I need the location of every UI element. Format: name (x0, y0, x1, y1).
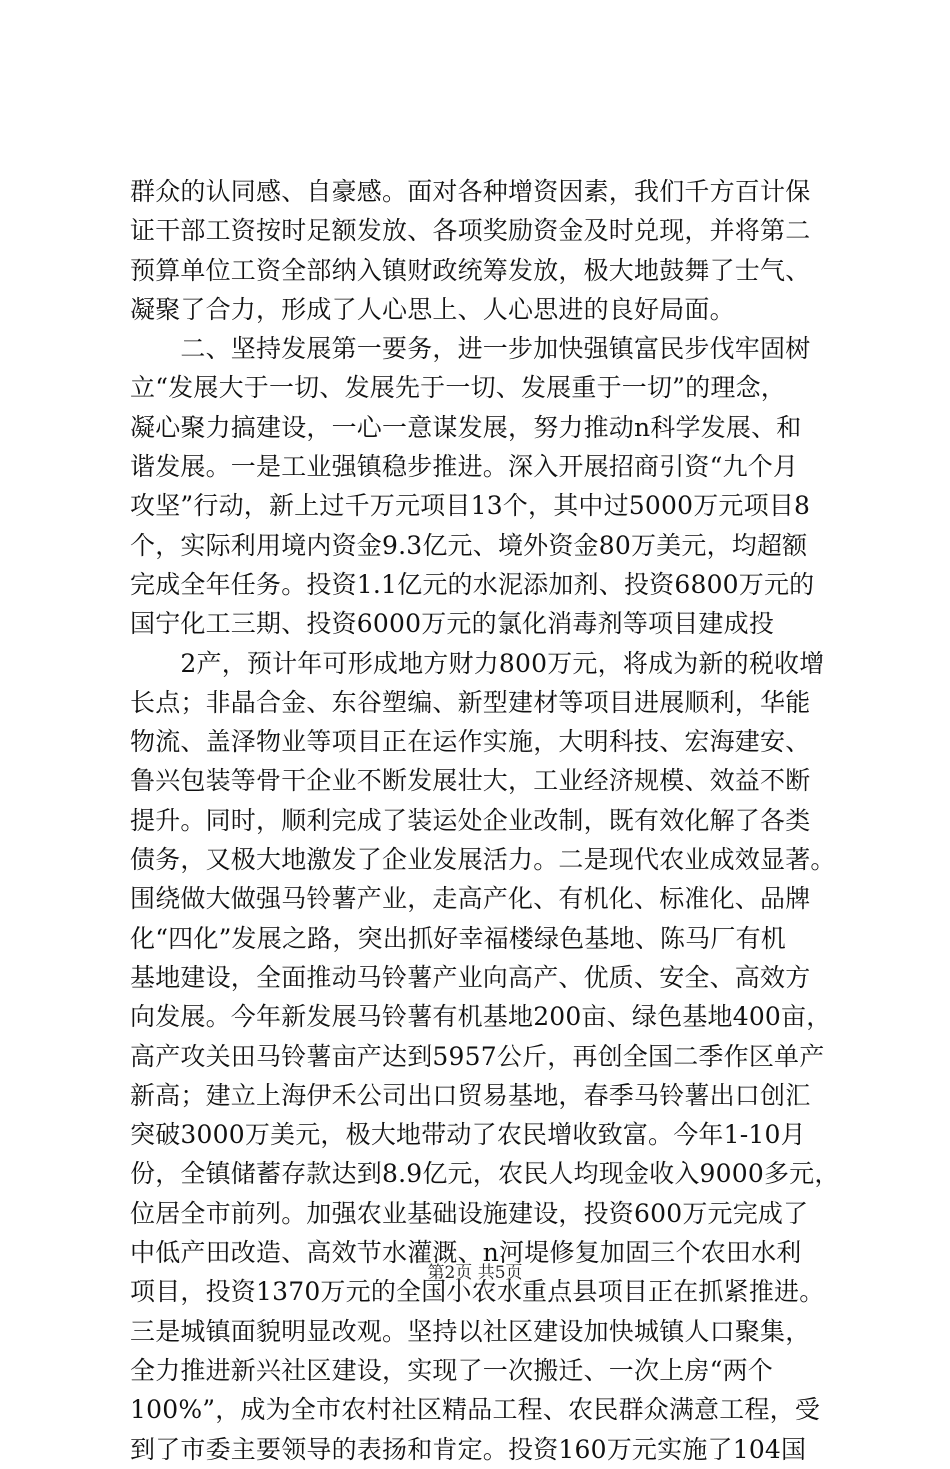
text-line: 谐发展。一是工业强镇稳步推进。深入开展招商引资“九个月 (130, 452, 799, 482)
text-line: 份，全镇储蓄存款达到8.9亿元，农民人均现金收入9000多元， (130, 1159, 840, 1189)
text-line: 新高；建立上海伊禾公司出口贸易基地，春季马铃薯出口创汇 (130, 1080, 811, 1110)
text-line: 物流、盖泽物业等项目正在运作实施，大明科技、宏海建安、 (130, 727, 811, 757)
text-line: 高产攻关田马铃薯亩产达到5957公斤，再创全国二季作区单产 (130, 1041, 825, 1071)
text-line: 个，实际利用境内资金9.3亿元、境外资金80万美元，均超额 (130, 530, 808, 560)
text-line: 基地建设，全面推动马铃薯产业向高产、优质、安全、高效方 (130, 962, 811, 992)
text-line: 突破3000万美元，极大地带动了农民增收致富。今年1-10月 (130, 1120, 806, 1150)
text-line: 围绕做大做强马铃薯产业，走高产化、有机化、标准化、品牌 (130, 884, 811, 914)
text-line: 全力推进新兴社区建设，实现了一次搬迁、一次上房“两个 (130, 1355, 773, 1385)
text-line: 凝聚了合力，形成了人心思上、人心思进的良好局面。 (130, 294, 735, 324)
text-line: 完成全年任务。投资1.1亿元的水泥添加剂、投资6800万元的 (130, 569, 815, 599)
text-line: 项目，投资1370万元的全国小农水重点县项目正在抓紧推进。 (130, 1277, 825, 1307)
text-line: 二、坚持发展第一要务，进一步加快强镇富民步伐牢固树 (130, 334, 811, 364)
text-line: 位居全市前列。加强农业基础设施建设，投资600万元完成了 (130, 1198, 809, 1228)
text-line: 2产，预计年可形成地方财力800万元，将成为新的税收增 (130, 648, 825, 678)
text-line: 债务，又极大地激发了企业发展活力。二是现代农业成效显著。 (130, 845, 836, 875)
text-line: 预算单位工资全部纳入镇财政统筹发放，极大地鼓舞了士气、 (130, 255, 811, 285)
text-line: 提升。同时，顺利完成了装运处企业改制，既有效化解了各类 (130, 805, 811, 835)
text-line: 化“四化”发展之路，突出抓好幸福楼绿色基地、陈马厂有机 (130, 923, 786, 953)
page-footer (0, 1262, 950, 1284)
text-line: 100%”，成为全市农村社区精品工程、农民群众满意工程，受 (130, 1395, 821, 1425)
text-line: 长点；非晶合金、东谷塑编、新型建材等项目进展顺利，华能 (130, 687, 811, 717)
text-line: 证干部工资按时足额发放、各项奖励资金及时兑现，并将第二 (130, 216, 811, 246)
page-total: 共5页 (477, 1263, 523, 1283)
text-line: 三是城镇面貌明显改观。坚持以社区建设加快城镇人口聚集， (130, 1316, 811, 1346)
text-line: 立“发展大于一切、发展先于一切、发展重于一切”的理念， (130, 373, 786, 403)
text-line: 国宁化工三期、投资6000万元的氯化消毒剂等项目建成投 (130, 609, 775, 639)
text-line: 鲁兴包装等骨干企业不断发展壮大，工业经济规模、效益不断 (130, 766, 811, 796)
text-line: 到了市委主要领导的表扬和肯定。投资160万元实施了104国 (130, 1434, 807, 1464)
text-line: 凝心聚力搞建设，一心一意谋发展，努力推动n科学发展、和 (130, 412, 802, 442)
text-line: 攻坚”行动，新上过千万元项目13个，其中过5000万元项目8 (130, 491, 811, 521)
page-number: 第2页 (427, 1263, 473, 1283)
text-line: 群众的认同感、自豪感。面对各种增资因素，我们千方百计保 (130, 177, 811, 206)
text-line: 中低产田改造、高效节水灌溉、n河堤修复加固三个农田水利 (130, 1238, 802, 1268)
text-line: 向发展。今年新发展马铃薯有机基地200亩、绿色基地400亩， (130, 1002, 832, 1032)
